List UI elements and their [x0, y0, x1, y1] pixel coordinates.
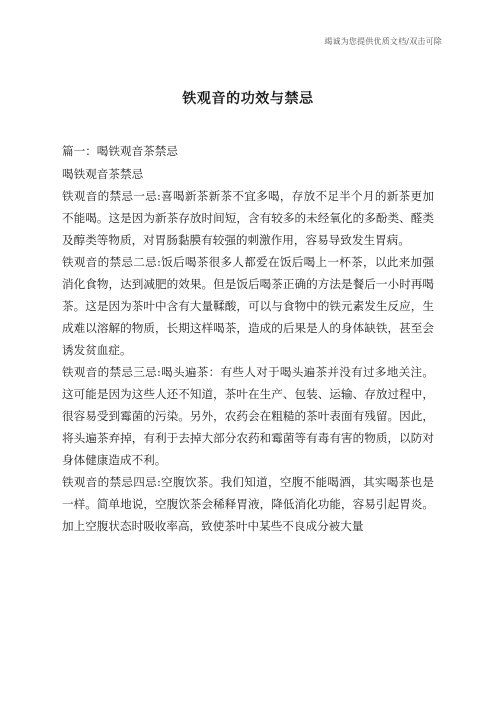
- subheading: 喝铁观音茶禁忌: [62, 167, 144, 181]
- document-title: 铁观音的功效与禁忌: [182, 91, 314, 107]
- paragraph: 铁观音的禁忌一忌:喜喝新茶新茶不宜多喝，存放不足半个月的新茶更加不能喝。这是因为新茶存放时间短，含有较多的未经氧化的多酚类、醛类及醇类等物质，对胃肠黏膜有较强的刺激作用，容易导致发生胃病。: [62, 189, 434, 247]
- paragraph: 铁观音的禁忌二忌:饭后喝茶很多人都爱在饭后喝上一杯茶，以此来加强消化食物，达到减肥的效果。但是饭后喝茶正确的方法是餐后一小时再喝茶。这是因为茶叶中含有大量鞣酸，可以与食物中的铁元素发生反应，生成难以溶解的物质，长期这样喝茶，造成的后果是人的身体缺铁，甚至会诱发贫血症。: [62, 255, 434, 357]
- section-heading: 篇一：喝铁观音茶禁忌: [62, 144, 178, 158]
- document-body: [62, 140, 434, 537]
- paragraph: 铁观音的禁忌三忌:喝头遍茶：有些人对于喝头遍茶并没有过多地关注。这可能是因为这些人还不知道，茶叶在生产、包装、运输、存放过程中，很容易受到霉菌的污染。另外，农药会在粗糙的茶叶表面有残留。因此，将头遍茶弃掉，有利于去掉大部分农药和霉菌等有毒有害的物质，以防对身体健康造成不利。: [62, 365, 434, 467]
- header-note: 竭诚为您提供优质文档/双击可除: [324, 37, 442, 46]
- paragraph: 铁观音的禁忌四忌:空腹饮茶。我们知道，空腹不能喝酒，其实喝茶也是一样。简单地说，空腹饮茶会稀释胃液，降低消化功能，容易引起胃炎。加上空腹状态时吸收率高，致使茶叶中某些不良成分被大量: [62, 475, 434, 533]
